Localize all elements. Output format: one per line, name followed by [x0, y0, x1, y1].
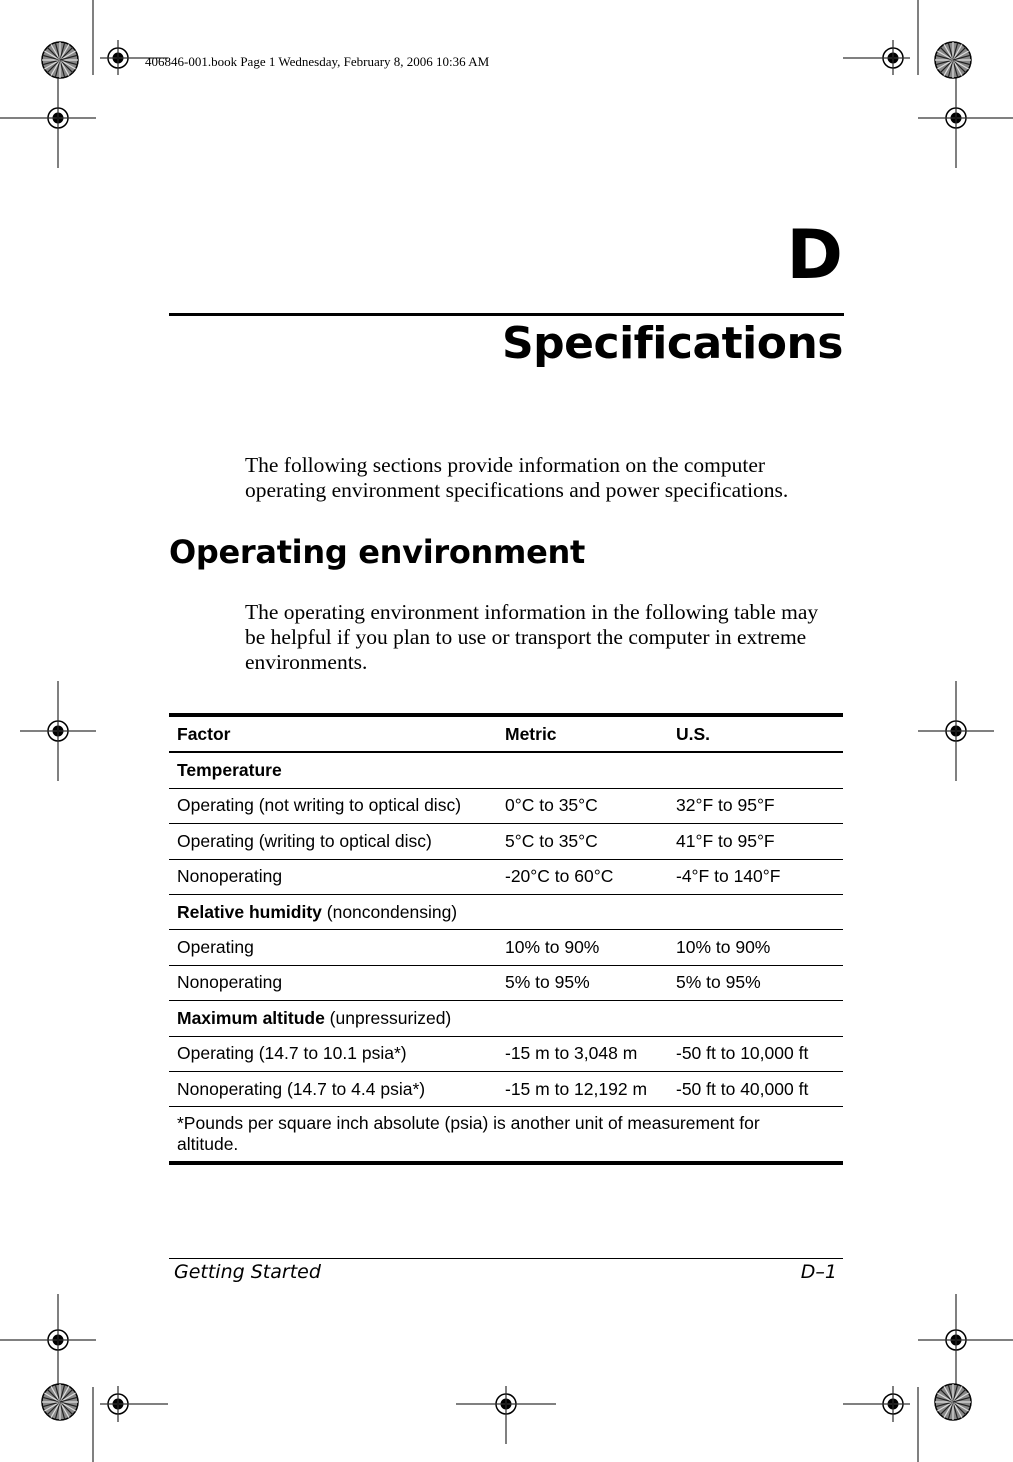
- cell-factor: Operating (writing to optical disc): [169, 824, 497, 859]
- table-row: [169, 788, 843, 823]
- group-label: Relative humidity: [177, 901, 322, 922]
- table-row: [169, 1071, 843, 1106]
- group-row-temperature: [169, 752, 843, 788]
- header-factor: Factor: [169, 715, 497, 752]
- section-paragraph: [245, 600, 835, 675]
- cell-factor: Operating: [169, 930, 497, 965]
- intro-paragraph: [245, 453, 835, 503]
- starburst-target-icon: [42, 42, 78, 78]
- cell-us: -4°F to 140°F: [668, 859, 843, 894]
- cell-metric: 0°C to 35°C: [497, 788, 668, 823]
- footer-page-number: D–1: [800, 1261, 837, 1283]
- starburst-target-icon: [935, 1384, 971, 1420]
- table-row: [169, 824, 843, 859]
- footnote-row: [169, 1107, 843, 1164]
- cell-us: -50 ft to 40,000 ft: [668, 1071, 843, 1106]
- header-metric: Metric: [497, 715, 668, 752]
- chapter-title: Specifications: [501, 318, 843, 369]
- table-row: [169, 859, 843, 894]
- starburst-target-icon: [935, 42, 971, 78]
- section-heading: Operating environment: [169, 533, 585, 571]
- cell-us: 10% to 90%: [668, 930, 843, 965]
- section-text: The operating environment information in the following table may be helpful if you plan to use or transport the computer in extreme environments.: [245, 600, 819, 674]
- chapter-rule: [169, 313, 844, 316]
- cell-us: 5% to 95%: [668, 965, 843, 1000]
- cell-metric: -15 m to 12,192 m: [497, 1071, 668, 1106]
- table-row: [169, 930, 843, 965]
- table-footnote: *Pounds per square inch absolute (psia) is another unit of measurement for altitude.: [169, 1107, 843, 1164]
- cell-factor: Operating (14.7 to 10.1 psia*): [169, 1036, 497, 1071]
- cell-us: 41°F to 95°F: [668, 824, 843, 859]
- starburst-target-icon: [42, 1384, 78, 1420]
- group-row-altitude: [169, 1001, 843, 1036]
- group-row-humidity: [169, 894, 843, 929]
- cell-factor: Operating (not writing to optical disc): [169, 788, 497, 823]
- group-label: Temperature: [177, 760, 282, 781]
- cell-metric: -15 m to 3,048 m: [497, 1036, 668, 1071]
- group-qualifier: (unpressurized): [324, 1007, 452, 1028]
- header-us: U.S.: [668, 715, 843, 752]
- footer-rule: [169, 1258, 843, 1259]
- cell-factor: Nonoperating: [169, 965, 497, 1000]
- table-header-row: [169, 715, 843, 752]
- intro-text: The following sections provide information on the computer operating environment specifications and power specifications.: [245, 453, 789, 502]
- cell-us: -50 ft to 10,000 ft: [668, 1036, 843, 1071]
- group-label: Maximum altitude: [177, 1007, 325, 1028]
- cell-us: 32°F to 95°F: [668, 788, 843, 823]
- cell-metric: -20°C to 60°C: [497, 859, 668, 894]
- chapter-letter: D: [786, 216, 843, 295]
- cell-factor: Nonoperating (14.7 to 4.4 psia*): [169, 1071, 497, 1106]
- cell-metric: 5% to 95%: [497, 965, 668, 1000]
- table-row: [169, 1036, 843, 1071]
- operating-environment-table: [169, 713, 843, 1165]
- group-qualifier: (noncondensing): [321, 901, 458, 922]
- print-slug: 406846-001.book Page 1 Wednesday, February 8, 2006 10:36 AM: [145, 54, 490, 69]
- cell-factor: Nonoperating: [169, 859, 497, 894]
- cell-metric: 5°C to 35°C: [497, 824, 668, 859]
- cell-metric: 10% to 90%: [497, 930, 668, 965]
- footer-book-title: Getting Started: [174, 1261, 321, 1283]
- table-row: [169, 965, 843, 1000]
